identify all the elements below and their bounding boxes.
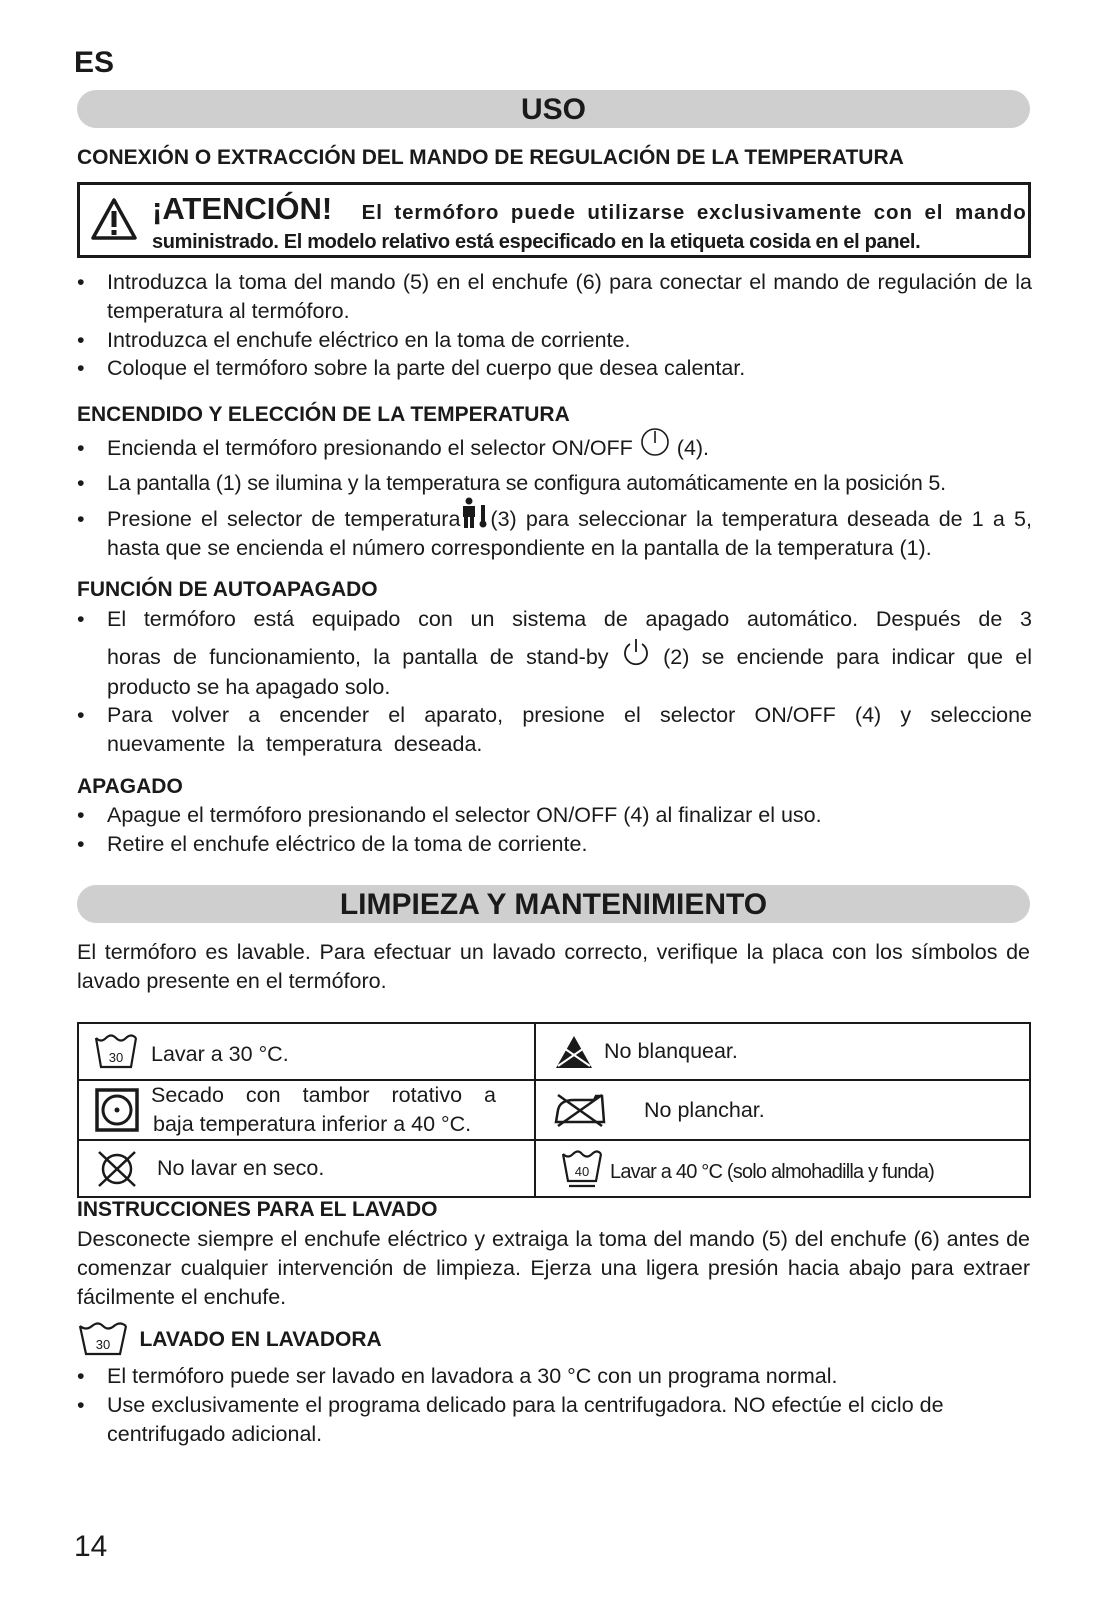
bullet-text: La pantalla (1) se ilumina y la temperatura se configura automáticamente en la posición 5. xyxy=(107,471,946,495)
bullet-text: Introduzca el enchufe eléctrico en la toma de corriente. xyxy=(107,328,631,352)
heading-apagado: APAGADO xyxy=(77,775,183,798)
list-item: • La pantalla (1) se ilumina y la temperatura se configura automáticamente en la posición 5. xyxy=(77,469,1032,498)
bullet-text: Para volver a encender el aparato, presione el selector ON/OFF (4) y seleccione nuevamente la temperatura deseada. xyxy=(107,703,1032,756)
cleaning-intro: El termóforo es lavable. Para efectuar un lavado correcto, verifique la placa con los símbolos de lavado presente en el termóforo. xyxy=(77,940,1030,993)
no-bleach-icon xyxy=(554,1034,594,1070)
bullet-text: El termóforo puede ser lavado en lavadora a 30 °C con un programa normal. xyxy=(107,1364,838,1388)
lavadora-heading-row xyxy=(77,1322,382,1358)
list-item: • Retire el enchufe eléctrico de la toma de corriente. xyxy=(77,830,1032,859)
bullet-text: Introduzca la toma del mando (5) en el enchufe (6) para conectar el mando de regulación de la temperatura al termóforo. xyxy=(107,270,1032,323)
list-item: • Encienda el termóforo presionando el selector ON/OFF (4). xyxy=(77,434,1032,463)
temperature-person-icon xyxy=(460,497,490,529)
no-iron-label: No planchar. xyxy=(644,1097,765,1122)
list-item: • El termóforo está equipado con un sistema de apagado automático. Después de 3 xyxy=(77,605,1032,634)
list-item: • Use exclusivamente el programa delicado para la centrifugadora. NO efectúe el ciclo de centrifugado adicional. xyxy=(77,1391,1032,1449)
wash-30-label: Lavar a 30 °C. xyxy=(151,1042,289,1066)
warning-text-line2: suministrado. El modelo relativo está especificado en la etiqueta cosida en el panel. xyxy=(152,231,921,253)
no-dry-clean-label: No lavar en seco. xyxy=(157,1156,325,1180)
tumble-dry-label-line2: baja temperatura inferior a 40 °C. xyxy=(153,1112,472,1136)
list-item: • Introduzca el enchufe eléctrico en la toma de corriente. xyxy=(77,326,1032,355)
bullet-text: horas de funcionamiento, la pantalla de stand-by xyxy=(107,645,609,669)
no-iron-icon xyxy=(552,1092,608,1128)
warning-triangle-icon xyxy=(90,197,138,241)
section-banner-limpieza xyxy=(77,885,1030,923)
tumble-dry-low-icon xyxy=(95,1088,139,1132)
power-onoff-icon xyxy=(639,426,671,458)
bullet-text: (2) se enciende para indicar que el xyxy=(663,645,1032,669)
list-item: • Introduzca la toma del mando (5) en el enchufe (6) para conectar el mando de regulación de la temperatura al termóforo. xyxy=(77,268,1032,326)
wash-symbols-table xyxy=(77,1022,1031,1198)
tumble-dry-label-line1: Secado con tambor rotativo a xyxy=(151,1083,496,1107)
bullet-text: Retire el enchufe eléctrico de la toma de corriente. xyxy=(107,832,588,856)
heading-conexion: CONEXIÓN O EXTRACCIÓN DEL MANDO DE REGULACIÓN DE LA TEMPERATURA xyxy=(77,146,904,169)
heading-autoapagado: FUNCIÓN DE AUTOAPAGADO xyxy=(77,578,378,601)
section-title-limpieza: LIMPIEZA Y MANTENIMIENTO xyxy=(339,888,768,921)
heading-encendido: ENCENDIDO Y ELECCIÓN DE LA TEMPERATURA xyxy=(77,403,570,426)
bullet-text: Use exclusivamente el programa delicado para la centrifugadora. NO efectúe el ciclo de centrifugado adicional. xyxy=(107,1393,944,1446)
bullet-text: producto se ha apagado solo. xyxy=(107,675,391,699)
no-dry-clean-icon xyxy=(95,1149,139,1189)
warning-box xyxy=(77,182,1031,258)
heading-lavadora: LAVADO EN LAVADORA xyxy=(139,1328,382,1351)
bullet-text: (3) para seleccionar la temperatura deseada de 1 a 5, hasta que se encienda el número correspondiente en la pantalla de la temperatura (1). xyxy=(107,507,1032,560)
bullet-text: (4). xyxy=(676,436,710,460)
svg-text:30: 30 xyxy=(95,1337,111,1352)
language-code: ES xyxy=(74,46,115,79)
svg-text:40: 40 xyxy=(574,1163,590,1179)
section-banner-uso xyxy=(77,90,1030,128)
bullet-text: Encienda el termóforo presionando el selector ON/OFF xyxy=(107,436,633,460)
list-item: • Apague el termóforo presionando el selector ON/OFF (4) al finalizar el uso. xyxy=(77,801,1032,830)
page-number: 14 xyxy=(74,1530,108,1563)
wash-40-label: Lavar a 40 °C (solo almohadilla y funda) xyxy=(610,1161,934,1183)
wash-40-icon xyxy=(560,1149,604,1189)
list-item: • Presione el selector de temperatura (3) para seleccionar la temperatura deseada de 1 a 5, hasta que se encienda el número correspondiente en la pantalla de la temperatura (1). xyxy=(77,505,1032,563)
section-title-uso: USO xyxy=(520,93,586,126)
warning-text-line1: El termóforo puede utilizarse exclusivamente con el mando xyxy=(361,201,1027,224)
list-item: • Coloque el termóforo sobre la parte del cuerpo que desea calentar. xyxy=(77,354,1032,383)
bullet-text: Apague el termóforo presionando el selector ON/OFF (4) al finalizar el uso. xyxy=(107,803,822,827)
standby-icon xyxy=(621,637,651,667)
wash-30-icon xyxy=(93,1033,139,1071)
heading-instrucciones: INSTRUCCIONES PARA EL LAVADO xyxy=(77,1198,438,1221)
wash-30-icon xyxy=(77,1322,129,1358)
list-item xyxy=(77,673,1032,702)
instrucciones-text: Desconecte siempre el enchufe eléctrico y extraiga la toma del mando (5) del enchufe (6) antes de comenzar cualquier intervención de limpieza. Ejerza una ligera presión hacia abajo para extraer fácilmente el enchufe. xyxy=(77,1227,1030,1309)
bullet-text: Coloque el termóforo sobre la parte del cuerpo que desea calentar. xyxy=(107,356,746,380)
bullet-text: Presione el selector de temperatura xyxy=(107,507,461,531)
no-bleach-label: No blanquear. xyxy=(604,1039,738,1063)
list-item xyxy=(77,643,1032,672)
bullet-text: El termóforo está equipado con un sistema de apagado automático. Después de 3 xyxy=(107,607,1032,631)
list-item: • El termóforo puede ser lavado en lavadora a 30 °C con un programa normal. xyxy=(77,1362,1032,1391)
list-item: • Para volver a encender el aparato, presione el selector ON/OFF (4) y seleccione nuevamente la temperatura deseada. xyxy=(77,701,1032,759)
warning-title: ¡ATENCIÓN! xyxy=(152,191,333,226)
svg-text:30: 30 xyxy=(108,1049,124,1065)
